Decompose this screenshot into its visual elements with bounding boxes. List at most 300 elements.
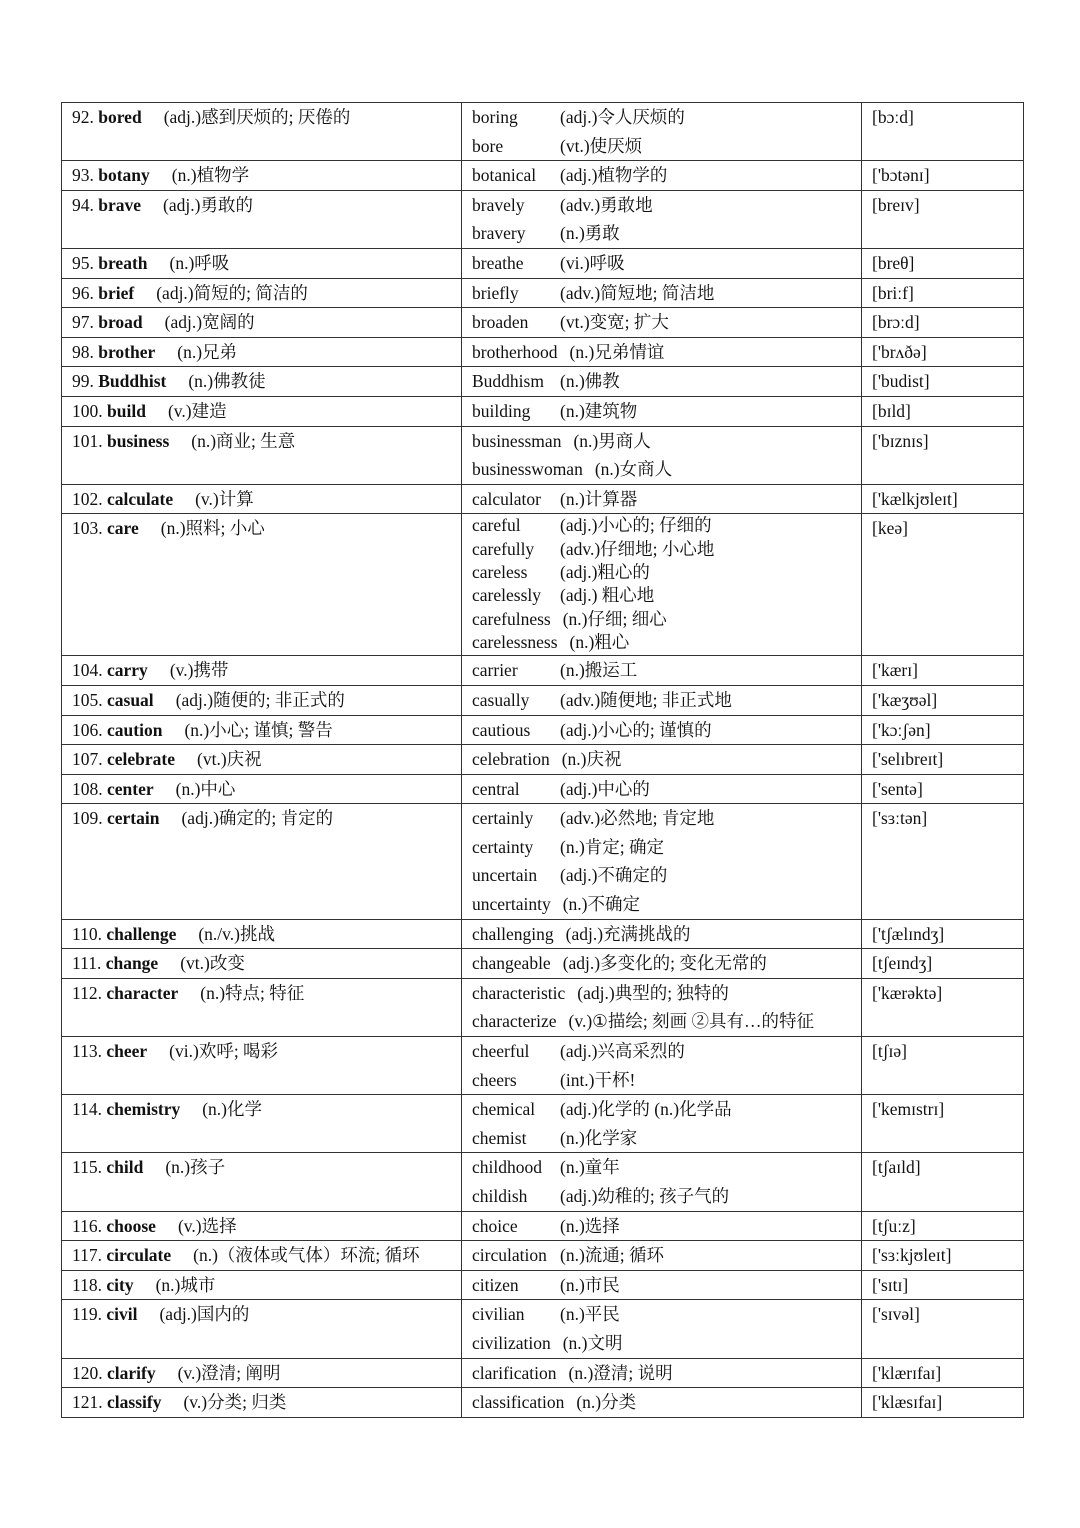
derivative-word: cheerful: [472, 1041, 530, 1062]
derivative-word: classification: [472, 1392, 565, 1413]
phonetic-cell: [862, 1358, 1024, 1388]
entry-number: 105.: [72, 689, 103, 710]
headword-line: [72, 1245, 451, 1266]
entry-number: 109.: [72, 808, 103, 829]
headword: [72, 953, 158, 974]
phonetic-cell: [862, 1270, 1024, 1300]
headword-definition: (v.)建造: [167, 400, 227, 421]
derivative-line: [472, 132, 851, 161]
derivative-line: [472, 1007, 851, 1036]
phonetic-cell: [862, 426, 1024, 484]
table-row: [62, 1388, 1024, 1418]
phonetic-transcription: ['kælkjʊleɪt]: [872, 488, 958, 509]
phonetic-transcription: ['klærɪfaɪ]: [872, 1362, 942, 1383]
derivative-line: [472, 1359, 851, 1388]
table-row: [62, 1241, 1024, 1271]
headword-cell: [62, 278, 462, 308]
entry-number: 99.: [72, 371, 94, 392]
derivative-word: challenging: [472, 923, 554, 944]
headword-cell: [62, 1153, 462, 1211]
headword-definition: (adj.)随便的; 非正式的: [175, 689, 345, 710]
derivative-word: businesswoman: [472, 459, 583, 480]
entry-number: 101.: [72, 430, 103, 451]
headword-cell: [62, 514, 462, 656]
phonetic-transcription: ['kærəktə]: [872, 982, 943, 1003]
phonetic-transcription: ['bɔtənɪ]: [872, 165, 930, 186]
derivative-definition: (n.)搬运工: [560, 660, 638, 681]
entry-number: 107.: [72, 749, 103, 770]
headword: [72, 518, 139, 539]
derivative-definition: (n.)化学家: [560, 1127, 638, 1148]
derivatives-cell: [462, 1270, 862, 1300]
phonetic-transcription: [brɔːd]: [872, 312, 920, 333]
entry-number: 116.: [72, 1215, 102, 1236]
headword-definition: (vi.)欢呼; 喝彩: [169, 1041, 279, 1062]
headword-cell: [62, 1241, 462, 1271]
table-row: [62, 774, 1024, 804]
derivative-definition: (n.)童年: [560, 1157, 620, 1178]
derivative-line: [472, 397, 851, 426]
derivatives-cell: [462, 1211, 862, 1241]
headword-line: [72, 401, 451, 422]
headword-text: celebrate: [107, 749, 176, 770]
derivative-definition: (adv.)仔细地; 小心地: [560, 538, 715, 559]
headword: [72, 1275, 134, 1296]
derivative-word: cautious: [472, 719, 531, 740]
headword-text: civil: [106, 1304, 138, 1325]
headword-text: caution: [107, 719, 163, 740]
phonetic-transcription: [tʃeɪndʒ]: [872, 953, 933, 974]
headword-line: [72, 165, 451, 186]
headword: [72, 107, 142, 128]
headword-cell: [62, 745, 462, 775]
phonetic-transcription: ['sɜːkjʊleɪt]: [872, 1245, 952, 1266]
derivative-line: [472, 631, 851, 654]
phonetic-cell: [862, 774, 1024, 804]
phonetic-cell: [862, 514, 1024, 656]
headword-line: [72, 1157, 451, 1178]
derivative-definition: (n.)男商人: [573, 430, 651, 451]
entry-number: 115.: [72, 1157, 102, 1178]
headword-line: [72, 808, 451, 829]
derivative-line: [472, 656, 851, 685]
derivative-word: carefulness: [472, 608, 551, 629]
entry-number: 119.: [72, 1304, 102, 1325]
table-row: [62, 161, 1024, 191]
derivative-word: certainty: [472, 836, 534, 857]
derivative-definition: (n.)仔细; 细心: [562, 608, 667, 629]
headword-line: [72, 660, 451, 681]
derivative-line: [472, 1388, 851, 1417]
phonetic-cell: [862, 1241, 1024, 1271]
derivatives-cell: [462, 103, 862, 161]
derivative-line: [472, 833, 851, 862]
table-row: [62, 1153, 1024, 1211]
derivative-word: clarification: [472, 1362, 557, 1383]
derivatives-cell: [462, 715, 862, 745]
headword: [72, 401, 146, 422]
headword: [72, 1392, 161, 1413]
derivative-word: characteristic: [472, 982, 566, 1003]
derivative-line: [472, 1066, 851, 1095]
derivative-definition: (adj.)充满挑战的: [565, 923, 691, 944]
derivatives-cell: [462, 745, 862, 775]
derivative-line: [472, 1153, 851, 1182]
derivative-definition: (adj.)小心的; 仔细的: [560, 515, 712, 536]
derivative-line: [472, 608, 851, 631]
derivative-word: careful: [472, 515, 521, 536]
derivative-definition: (n.)女商人: [594, 459, 673, 480]
derivative-definition: (n.)澄清; 说明: [568, 1362, 673, 1383]
headword-text: classify: [107, 1392, 162, 1413]
table-row: [62, 685, 1024, 715]
table-row: [62, 1358, 1024, 1388]
derivatives-cell: [462, 278, 862, 308]
headword-line: [72, 1275, 451, 1296]
headword-text: business: [107, 430, 170, 451]
headword-text: choose: [106, 1215, 156, 1236]
derivative-line: [472, 103, 851, 132]
phonetic-cell: [862, 1211, 1024, 1241]
derivative-word: childhood: [472, 1157, 542, 1178]
derivative-definition: (adj.)粗心的: [560, 561, 650, 582]
phonetic-transcription: ['tʃælɪndʒ]: [872, 923, 945, 944]
derivative-line: [472, 1271, 851, 1300]
headword-cell: [62, 949, 462, 979]
table-row: [62, 190, 1024, 248]
derivative-word: uncertain: [472, 865, 538, 886]
headword: [72, 1245, 171, 1266]
headword-definition: (vt.)改变: [180, 953, 245, 974]
table-row: [62, 337, 1024, 367]
derivative-line: [472, 1037, 851, 1066]
headword: [72, 312, 143, 333]
derivative-definition: (n.)佛教: [560, 371, 620, 392]
derivatives-cell: [462, 396, 862, 426]
derivative-word: bore: [472, 135, 504, 156]
table-row: [62, 308, 1024, 338]
derivative-definition: (adj.)多变化的; 变化无常的: [562, 953, 767, 974]
derivative-line: [472, 890, 851, 919]
headword-cell: [62, 161, 462, 191]
headword-text: child: [106, 1157, 144, 1178]
headword: [72, 1304, 137, 1325]
headword-line: [72, 371, 451, 392]
table-row: [62, 367, 1024, 397]
headword: [72, 165, 150, 186]
derivative-line: [472, 584, 851, 607]
phonetic-transcription: ['brʌðə]: [872, 341, 927, 362]
derivative-definition: (n.)建筑物: [560, 400, 638, 421]
derivative-definition: (adj.)中心的: [560, 778, 650, 799]
derivative-definition: (adv.)必然地; 肯定地: [560, 808, 715, 829]
phonetic-transcription: ['sɜːtən]: [872, 808, 928, 829]
phonetic-cell: [862, 978, 1024, 1036]
derivative-word: circulation: [472, 1245, 547, 1266]
derivative-line: [472, 861, 851, 890]
phonetic-cell: [862, 484, 1024, 514]
headword-definition: (v.)澄清; 阐明: [177, 1362, 281, 1383]
derivative-word: boring: [472, 107, 518, 127]
derivatives-cell: [462, 804, 862, 919]
derivative-word: casually: [472, 689, 530, 710]
derivatives-cell: [462, 514, 862, 656]
derivative-line: [472, 249, 851, 278]
derivative-definition: (adj.)化学的 (n.)化学品: [560, 1099, 732, 1120]
headword: [72, 660, 148, 681]
derivative-word: carrier: [472, 660, 518, 681]
headword-cell: [62, 337, 462, 367]
headword-text: brave: [98, 194, 142, 215]
headword-text: chemistry: [106, 1099, 181, 1120]
phonetic-cell: [862, 308, 1024, 338]
headword-definition: (adj.)确定的; 肯定的: [181, 808, 334, 829]
headword-definition: (adj.)勇敢的: [163, 194, 253, 215]
headword-cell: [62, 1270, 462, 1300]
phonetic-cell: [862, 1095, 1024, 1153]
headword-text: center: [107, 778, 154, 799]
table-row: [62, 514, 1024, 656]
derivatives-cell: [462, 248, 862, 278]
entry-number: 100.: [72, 400, 103, 421]
headword-cell: [62, 919, 462, 949]
headword-definition: (n.)化学: [202, 1099, 263, 1120]
headword-text: bored: [98, 107, 142, 127]
derivative-word: cheers: [472, 1069, 517, 1090]
derivative-line: [472, 338, 851, 367]
derivative-line: [472, 1212, 851, 1241]
phonetic-cell: [862, 804, 1024, 919]
phonetic-transcription: [breɪv]: [872, 194, 920, 215]
headword-cell: [62, 426, 462, 484]
headword-definition: (n.)植物学: [171, 165, 250, 186]
derivatives-cell: [462, 1037, 862, 1095]
headword-definition: (n.)小心; 谨慎; 警告: [184, 719, 333, 740]
headword-line: [72, 312, 451, 333]
headword-definition: (n.)（液体或气体）环流; 循环: [193, 1245, 420, 1266]
headword-line: [72, 107, 451, 128]
headword-text: care: [107, 518, 139, 539]
derivative-word: bravery: [472, 223, 526, 244]
headword-definition: (adj.)宽阔的: [164, 312, 255, 333]
derivative-definition: (n.)选择: [560, 1215, 620, 1236]
entry-number: 112.: [72, 982, 102, 1003]
derivatives-cell: [462, 337, 862, 367]
derivatives-cell: [462, 978, 862, 1036]
headword-line: [72, 720, 451, 741]
derivative-definition: (adv.)勇敢地: [560, 194, 653, 215]
headword: [72, 283, 134, 304]
headword-cell: [62, 484, 462, 514]
headword-line: [72, 1304, 451, 1325]
derivative-line: [472, 1095, 851, 1124]
derivative-line: [472, 561, 851, 584]
headword-text: city: [106, 1274, 134, 1295]
phonetic-cell: [862, 685, 1024, 715]
headword-line: [72, 749, 451, 770]
table-row: [62, 804, 1024, 919]
headword-line: [72, 983, 451, 1004]
derivative-definition: (n.)兄弟情谊: [569, 341, 665, 362]
headword-text: botany: [98, 165, 150, 186]
phonetic-transcription: ['kɔːʃən]: [872, 719, 931, 740]
phonetic-cell: [862, 1037, 1024, 1095]
headword-text: calculate: [107, 488, 174, 509]
headword-text: clarify: [107, 1362, 156, 1383]
phonetic-transcription: ['bɪznɪs]: [872, 430, 929, 451]
table-row: [62, 1211, 1024, 1241]
headword-definition: (adj.)国内的: [159, 1304, 250, 1325]
phonetic-transcription: [bɪld]: [872, 400, 911, 421]
headword: [72, 1041, 147, 1062]
phonetic-cell: [862, 656, 1024, 686]
phonetic-cell: [862, 1300, 1024, 1358]
derivative-word: briefly: [472, 282, 519, 303]
derivative-word: uncertainty: [472, 894, 551, 915]
derivative-definition: (n.)庆祝: [561, 749, 622, 770]
headword: [72, 371, 166, 392]
phonetic-transcription: ['kærɪ]: [872, 660, 918, 681]
derivatives-cell: [462, 1095, 862, 1153]
derivatives-cell: [462, 774, 862, 804]
derivative-word: broaden: [472, 312, 529, 333]
derivative-definition: (vi.)呼吸: [560, 252, 625, 273]
phonetic-cell: [862, 919, 1024, 949]
phonetic-transcription: ['klæsɪfaɪ]: [872, 1392, 943, 1413]
headword-cell: [62, 1358, 462, 1388]
derivatives-cell: [462, 484, 862, 514]
headword-definition: (v.)计算: [195, 488, 254, 509]
derivative-definition: (adj.)小心的; 谨慎的: [560, 719, 712, 740]
headword: [72, 253, 148, 274]
headword-cell: [62, 978, 462, 1036]
derivative-word: brotherhood: [472, 341, 558, 362]
headword-definition: (v.)携带: [169, 660, 229, 681]
derivatives-cell: [462, 1153, 862, 1211]
phonetic-transcription: [keə]: [872, 518, 908, 539]
entry-number: 93.: [72, 165, 94, 186]
derivative-word: careless: [472, 561, 528, 582]
entry-number: 97.: [72, 312, 94, 333]
phonetic-transcription: ['sɪvəl]: [872, 1304, 920, 1325]
derivatives-cell: [462, 919, 862, 949]
entry-number: 92.: [72, 107, 94, 127]
derivative-line: [472, 485, 851, 514]
entry-number: 117.: [72, 1245, 102, 1266]
phonetic-transcription: ['sɪtɪ]: [872, 1274, 909, 1295]
derivative-line: [472, 367, 851, 396]
headword-line: [72, 283, 451, 304]
derivatives-cell: [462, 308, 862, 338]
headword-line: [72, 1392, 451, 1413]
headword-definition: (v.)选择: [177, 1215, 237, 1236]
derivative-word: changeable: [472, 953, 551, 974]
derivative-definition: (adv.)随便地; 非正式地: [560, 689, 732, 710]
derivative-line: [472, 161, 851, 190]
headword-cell: [62, 656, 462, 686]
table-row: [62, 715, 1024, 745]
derivative-definition: (adj.)植物学的: [560, 165, 668, 186]
entry-number: 113.: [72, 1041, 102, 1062]
phonetic-cell: [862, 949, 1024, 979]
derivative-definition: (adj.)兴高采烈的: [560, 1041, 685, 1062]
derivative-definition: (n.)计算器: [560, 488, 638, 509]
derivative-line: [472, 979, 851, 1008]
headword-text: build: [107, 400, 146, 421]
derivative-definition: (n.)平民: [560, 1304, 620, 1325]
derivative-line: [472, 279, 851, 308]
derivative-line: [472, 949, 851, 978]
headword-definition: (n.)中心: [175, 778, 236, 799]
phonetic-transcription: ['sentə]: [872, 778, 923, 799]
phonetic-transcription: ['kæʒʊəl]: [872, 689, 938, 710]
phonetic-cell: [862, 1388, 1024, 1418]
headword-text: brief: [98, 282, 135, 303]
phonetic-transcription: ['kemɪstrɪ]: [872, 1099, 945, 1120]
derivative-definition: (adj.)不确定的: [560, 865, 668, 886]
headword: [72, 690, 154, 711]
table-row: [62, 278, 1024, 308]
table-row: [62, 978, 1024, 1036]
phonetic-cell: [862, 103, 1024, 161]
derivative-line: [472, 804, 851, 833]
derivative-word: businessman: [472, 430, 562, 451]
table-row: [62, 1270, 1024, 1300]
headword-text: cheer: [106, 1041, 148, 1062]
headword-text: certain: [107, 808, 160, 829]
headword-line: [72, 924, 451, 945]
headword-text: circulate: [106, 1245, 172, 1266]
table-row: [62, 656, 1024, 686]
phonetic-cell: [862, 367, 1024, 397]
derivative-word: civilization: [472, 1332, 551, 1353]
derivative-definition: (vt.)使厌烦: [560, 135, 643, 156]
phonetic-cell: [862, 745, 1024, 775]
derivatives-cell: [462, 685, 862, 715]
headword-text: Buddhist: [98, 371, 167, 392]
derivative-word: civilian: [472, 1304, 525, 1325]
phonetic-cell: [862, 248, 1024, 278]
headword: [72, 749, 175, 770]
headword-cell: [62, 685, 462, 715]
table-row: [62, 426, 1024, 484]
phonetic-cell: [862, 190, 1024, 248]
derivatives-cell: [462, 656, 862, 686]
derivative-definition: (n.)不确定: [562, 894, 640, 915]
entry-number: 103.: [72, 518, 103, 539]
headword-cell: [62, 396, 462, 426]
derivative-definition: (int.)干杯!: [560, 1069, 636, 1090]
derivative-line: [472, 1182, 851, 1211]
derivative-definition: (v.)①描绘; 刻画 ②具有…的特征: [568, 1011, 814, 1032]
headword-definition: (vt.)庆祝: [197, 749, 262, 770]
headword-cell: [62, 367, 462, 397]
headword-definition: (n./v.)挑战: [198, 923, 275, 944]
derivatives-cell: [462, 367, 862, 397]
entry-number: 98.: [72, 341, 94, 362]
table-row: [62, 949, 1024, 979]
table-row: [62, 484, 1024, 514]
entry-number: 102.: [72, 488, 103, 509]
phonetic-cell: [862, 1153, 1024, 1211]
derivative-line: [472, 745, 851, 774]
table-row: [62, 1037, 1024, 1095]
derivatives-cell: [462, 161, 862, 191]
entry-number: 121.: [72, 1392, 103, 1413]
headword-text: breath: [98, 252, 148, 273]
headword-line: [72, 779, 451, 800]
derivative-word: carefully: [472, 538, 535, 559]
